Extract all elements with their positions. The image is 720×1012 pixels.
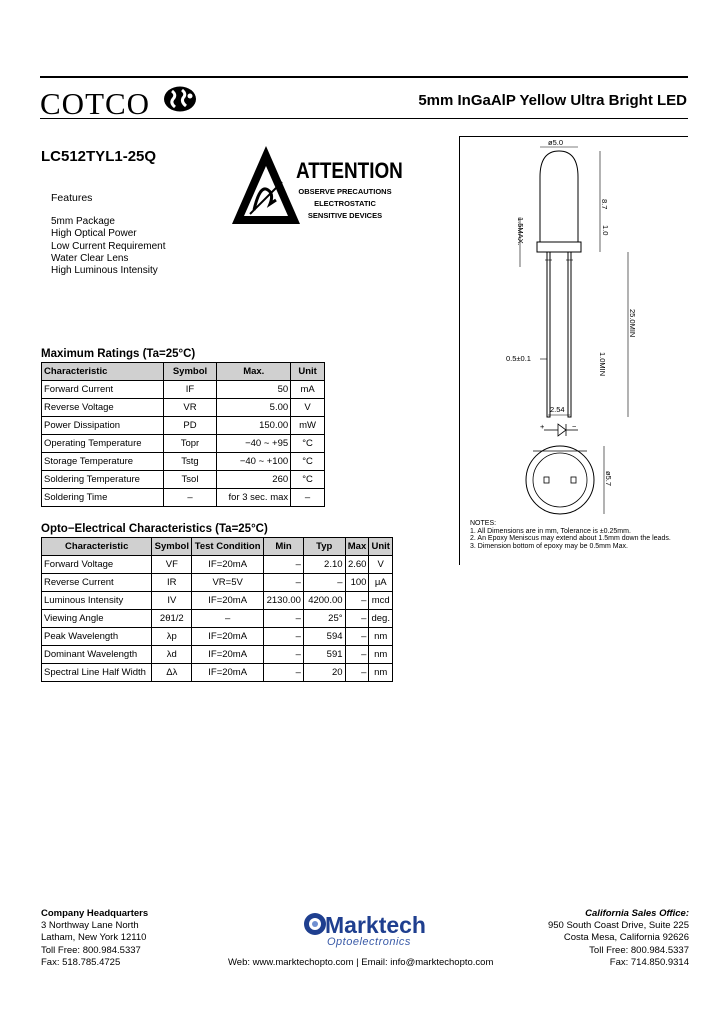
brand-mark-icon	[163, 85, 199, 113]
table-cell: Soldering Time	[42, 489, 164, 507]
table-cell: λp	[152, 628, 192, 646]
table-header-row	[42, 538, 393, 556]
table-cell: Viewing Angle	[42, 610, 152, 628]
table-cell: IF=20mA	[192, 592, 264, 610]
table-row	[42, 417, 325, 435]
col-header: Symbol	[152, 538, 192, 556]
table-cell: V	[369, 556, 393, 574]
table-cell: Spectral Line Half Width	[42, 664, 152, 682]
table-row	[42, 574, 393, 592]
table-cell: IF=20mA	[192, 664, 264, 682]
table-cell: Luminous Intensity	[42, 592, 152, 610]
feature-item: Water Clear Lens	[51, 252, 129, 264]
table-cell: IV	[152, 592, 192, 610]
hq-heading: Company Headquarters	[41, 908, 149, 919]
dim-flange-diameter: ø5.7	[604, 471, 613, 487]
table-cell: 25°	[303, 610, 345, 628]
dim-min-length: 1.0MIN	[598, 352, 607, 377]
max-ratings-heading: Maximum Ratings (Ta=25°C)	[41, 348, 196, 360]
table-cell: −40 ~ +95	[217, 435, 291, 453]
table-row	[42, 399, 325, 417]
part-number: LC512TYL1-25Q	[41, 148, 157, 165]
table-cell: 2θ1/2	[152, 610, 192, 628]
table-cell: –	[264, 646, 304, 664]
table-cell: 2.10	[303, 556, 345, 574]
ca-line: Fax: 714.850.9314	[609, 956, 689, 968]
table-cell: nm	[369, 664, 393, 682]
table-cell: Forward Voltage	[42, 556, 152, 574]
brand-logo	[40, 86, 150, 122]
table-cell: –	[264, 610, 304, 628]
table-cell: 2.60	[345, 556, 369, 574]
table-row	[42, 628, 393, 646]
notes-heading: NOTES:	[470, 520, 497, 527]
table-cell: IF=20mA	[192, 628, 264, 646]
table-cell: Δλ	[152, 664, 192, 682]
table-cell: 5.00	[217, 399, 291, 417]
dim-step: 1.0	[601, 225, 610, 236]
marktech-sub: Optoelectronics	[327, 936, 411, 948]
table-cell: 594	[303, 628, 345, 646]
table-cell: Operating Temperature	[42, 435, 164, 453]
table-cell: Dominant Wavelength	[42, 646, 152, 664]
table-cell: 2130.00	[264, 592, 304, 610]
table-row	[42, 453, 325, 471]
feature-item: Low Current Requirement	[51, 240, 166, 252]
opto-table	[41, 537, 393, 682]
table-cell: –	[264, 664, 304, 682]
features-list	[51, 216, 166, 277]
table-cell: –	[264, 556, 304, 574]
table-cell: Power Dissipation	[42, 417, 164, 435]
col-header: Min	[264, 538, 304, 556]
table-cell: 20	[303, 664, 345, 682]
col-header: Max	[345, 538, 369, 556]
table-cell: Reverse Voltage	[42, 399, 164, 417]
dim-lead-length: 25.0MIN	[628, 309, 637, 338]
col-header: Unit	[291, 363, 325, 381]
max-ratings-table	[41, 362, 325, 507]
top-rule	[40, 76, 688, 78]
table-cell: μA	[369, 574, 393, 592]
attention-block	[296, 158, 403, 220]
table-cell: Storage Temperature	[42, 453, 164, 471]
table-cell: −40 ~ +100	[217, 453, 291, 471]
table-cell: –	[163, 489, 217, 507]
dim-lead-width: 0.5±0.1	[506, 354, 531, 363]
attention-line-1: OBSERVE PRECAUTIONS	[298, 187, 392, 196]
table-cell: Reverse Current	[42, 574, 152, 592]
table-cell: for 3 sec. max	[217, 489, 291, 507]
cathode-sign: −	[572, 422, 577, 431]
hq-line: Fax: 518.785.4725	[41, 956, 121, 968]
table-cell: –	[345, 646, 369, 664]
table-cell: mcd	[369, 592, 393, 610]
table-cell: –	[291, 489, 325, 507]
feature-item: High Optical Power	[51, 228, 137, 240]
table-cell: IF	[163, 381, 217, 399]
brand-name: COTCO	[40, 86, 151, 121]
table-cell: 4200.00	[303, 592, 345, 610]
table-cell: 100	[345, 574, 369, 592]
table-cell: –	[264, 574, 304, 592]
package-drawing	[460, 137, 686, 517]
table-header-row	[42, 363, 325, 381]
table-cell: Tstg	[163, 453, 217, 471]
table-cell: VR	[163, 399, 217, 417]
table-cell: –	[264, 628, 304, 646]
attention-line-2: ELECTROSTATIC	[314, 199, 376, 208]
table-row	[42, 489, 325, 507]
col-header: Max.	[217, 363, 291, 381]
table-cell: –	[345, 592, 369, 610]
ca-heading: California Sales Office:	[585, 908, 689, 919]
col-header: Characteristic	[42, 538, 152, 556]
table-cell: 150.00	[217, 417, 291, 435]
table-cell: Peak Wavelength	[42, 628, 152, 646]
table-cell: –	[192, 610, 264, 628]
ca-line: 950 South Coast Drive, Suite 225	[547, 920, 689, 932]
table-cell: deg.	[369, 610, 393, 628]
table-cell: mW	[291, 417, 325, 435]
document-title: 5mm InGaAlP Yellow Ultra Bright LED	[418, 92, 687, 109]
table-cell: –	[303, 574, 345, 592]
footer-hq	[41, 908, 148, 969]
table-cell: –	[345, 664, 369, 682]
col-header: Typ	[303, 538, 345, 556]
attention-line-3: SENSITIVE DEVICES	[307, 211, 383, 220]
drawing-notes	[470, 520, 671, 550]
col-header: Characteristic	[42, 363, 164, 381]
table-cell: IF=20mA	[192, 646, 264, 664]
table-row	[42, 646, 393, 664]
table-cell: mA	[291, 381, 325, 399]
hq-line: Toll Free: 800.984.5337	[41, 944, 141, 956]
note-item: 3. Dimension bottom of epoxy may be 0.5mm Max.	[470, 542, 628, 550]
dim-flange: 1.5MAX.	[516, 217, 525, 246]
table-cell: Tsol	[163, 471, 217, 489]
table-cell: °C	[291, 471, 325, 489]
table-cell: °C	[291, 453, 325, 471]
dim-diameter: ø5.0	[548, 138, 564, 147]
table-cell: 50	[217, 381, 291, 399]
dim-pitch: 2.54	[550, 405, 565, 414]
table-cell: Forward Current	[42, 381, 164, 399]
col-header: Unit	[369, 538, 393, 556]
table-cell: nm	[369, 646, 393, 664]
features-heading: Features	[51, 192, 93, 204]
footer-web[interactable]: Web: www.marktechopto.com | Email: info@marktechopto.com	[228, 957, 494, 968]
table-cell: VR=5V	[192, 574, 264, 592]
col-header: Test Condition	[192, 538, 264, 556]
note-item: 2. An Epoxy Meniscus may extend about 1.5mm down the leads.	[470, 535, 671, 543]
footer-ca	[548, 908, 689, 969]
table-cell: PD	[163, 417, 217, 435]
dim-height: 8.7	[600, 199, 609, 210]
table-cell: °C	[291, 435, 325, 453]
table-cell: –	[345, 610, 369, 628]
esd-warning-icon	[230, 144, 302, 226]
table-row	[42, 610, 393, 628]
table-cell: λd	[152, 646, 192, 664]
opto-heading: Opto−Electrical Characteristics (Ta=25°C)	[41, 523, 268, 535]
table-cell: –	[345, 628, 369, 646]
anode-sign: +	[540, 422, 545, 431]
hq-line: 3 Northway Lane North	[41, 920, 139, 932]
table-row	[42, 471, 325, 489]
attention-title: ATTENTION	[296, 158, 403, 183]
table-row	[42, 592, 393, 610]
table-row	[42, 381, 325, 399]
feature-item: High Luminous Intensity	[51, 265, 158, 277]
marktech-logo-icon	[303, 912, 327, 936]
table-cell: Topr	[163, 435, 217, 453]
table-cell: Soldering Temperature	[42, 471, 164, 489]
col-header: Symbol	[163, 363, 217, 381]
table-cell: nm	[369, 628, 393, 646]
note-item: 1. All Dimensions are in mm, Tolerance is ±0.25mm.	[470, 527, 631, 535]
table-row	[42, 664, 393, 682]
table-cell: IR	[152, 574, 192, 592]
hq-line: Latham, New York 12110	[41, 932, 147, 944]
feature-item: 5mm Package	[51, 216, 115, 227]
table-cell: V	[291, 399, 325, 417]
table-row	[42, 556, 393, 574]
table-row	[42, 435, 325, 453]
ca-line: Toll Free: 800.984.5337	[589, 944, 689, 956]
ca-line: Costa Mesa, California 92626	[563, 932, 689, 944]
marktech-name: Marktech	[325, 912, 426, 938]
table-cell: 591	[303, 646, 345, 664]
table-cell: 260	[217, 471, 291, 489]
table-cell: VF	[152, 556, 192, 574]
table-cell: IF=20mA	[192, 556, 264, 574]
